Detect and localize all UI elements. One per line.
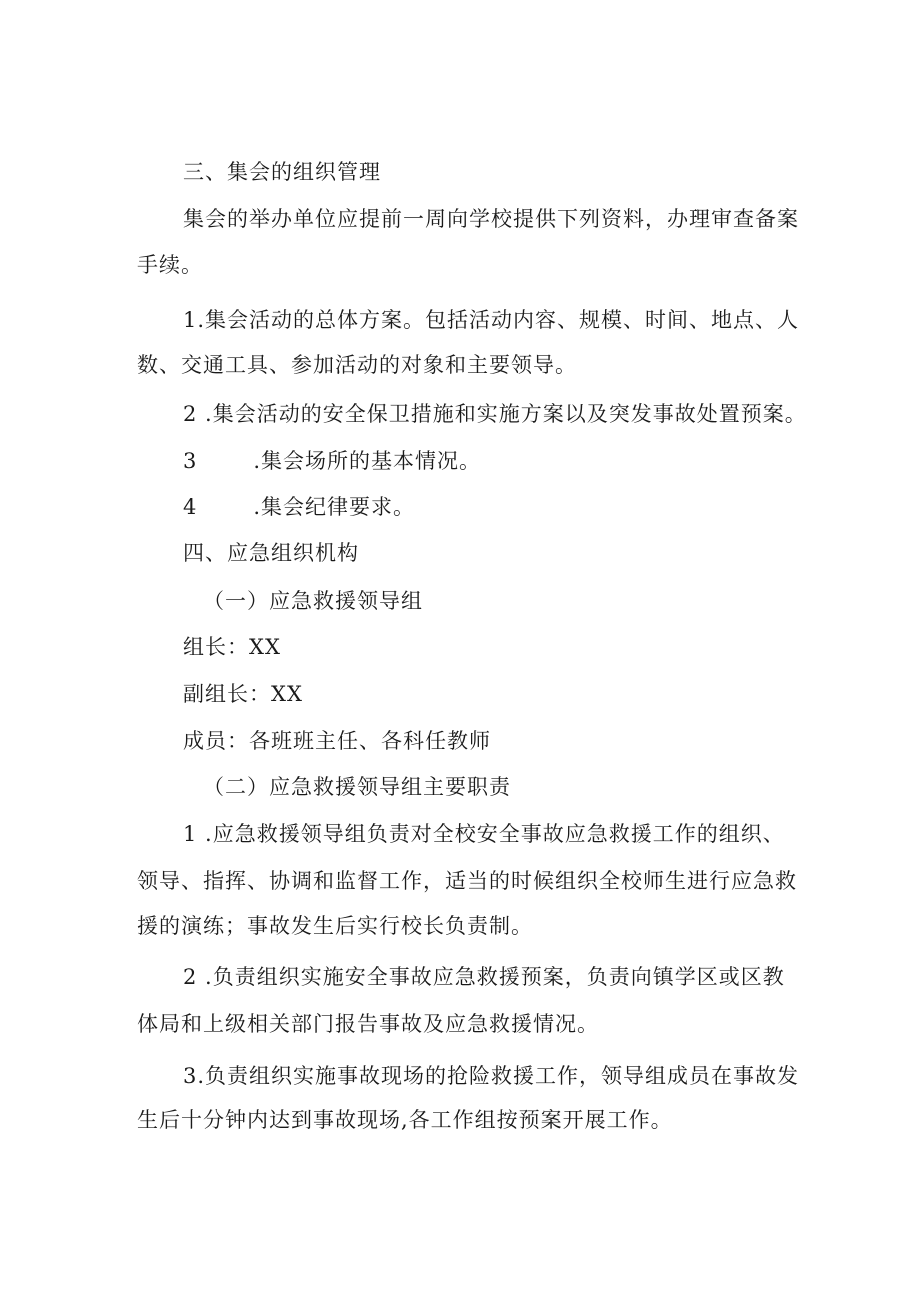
duty2-line1: 2 .负责组织实施安全事故应急救援预案，负责向镇学区或区教	[183, 965, 785, 989]
duty1-line1: 1 .应急救援领导组负责对全校安全事故应急救援工作的组织、	[183, 822, 785, 846]
section4-heading: 四、应急组织机构	[183, 541, 359, 565]
duty1-line2: 领导、指挥、协调和监督工作，适当的时候组织全校师生进行应急救	[137, 869, 797, 893]
duty3-line1: 3.负责组织实施事故现场的抢险救援工作，领导组成员在事故发	[183, 1064, 800, 1088]
duty3-line2: 生后十分钟内达到事故现场,各工作组按预案开展工作。	[137, 1108, 673, 1132]
item4-text: .集会纪律要求。	[253, 495, 416, 519]
members-line: 成员：各班班主任、各科任教师	[183, 729, 491, 753]
item4-number: 4	[183, 495, 198, 519]
leader-line: 组长：XX	[183, 635, 281, 659]
sub1-heading: （一）应急救援领导组	[203, 589, 423, 613]
item4	[183, 495, 415, 519]
item3-text: .集会场所的基本情况。	[253, 449, 482, 473]
duty1-line3: 援的演练；事故发生后实行校长负责制。	[137, 914, 533, 938]
item1-line1: 1.集会活动的总体方案。包括活动内容、规模、时间、地点、人	[183, 308, 800, 332]
item2: 2 .集会活动的安全保卫措施和实施方案以及突发事故处置预案。	[183, 402, 807, 426]
item3	[183, 449, 481, 473]
duty2-line2: 体局和上级相关部门报告事故及应急救援情况。	[137, 1012, 599, 1036]
deputy-line: 副组长：XX	[183, 682, 303, 706]
section3-heading: 三、集会的组织管理	[183, 160, 381, 184]
section3-intro-line1: 集会的举办单位应提前一周向学校提供下列资料，办理审查备案	[183, 207, 799, 231]
item1-line2: 数、交通工具、参加活动的对象和主要领导。	[137, 353, 577, 377]
item3-number: 3	[183, 449, 198, 473]
section3-intro-line2: 手续。	[137, 253, 203, 277]
sub2-heading: （二）应急救援领导组主要职责	[203, 775, 511, 799]
